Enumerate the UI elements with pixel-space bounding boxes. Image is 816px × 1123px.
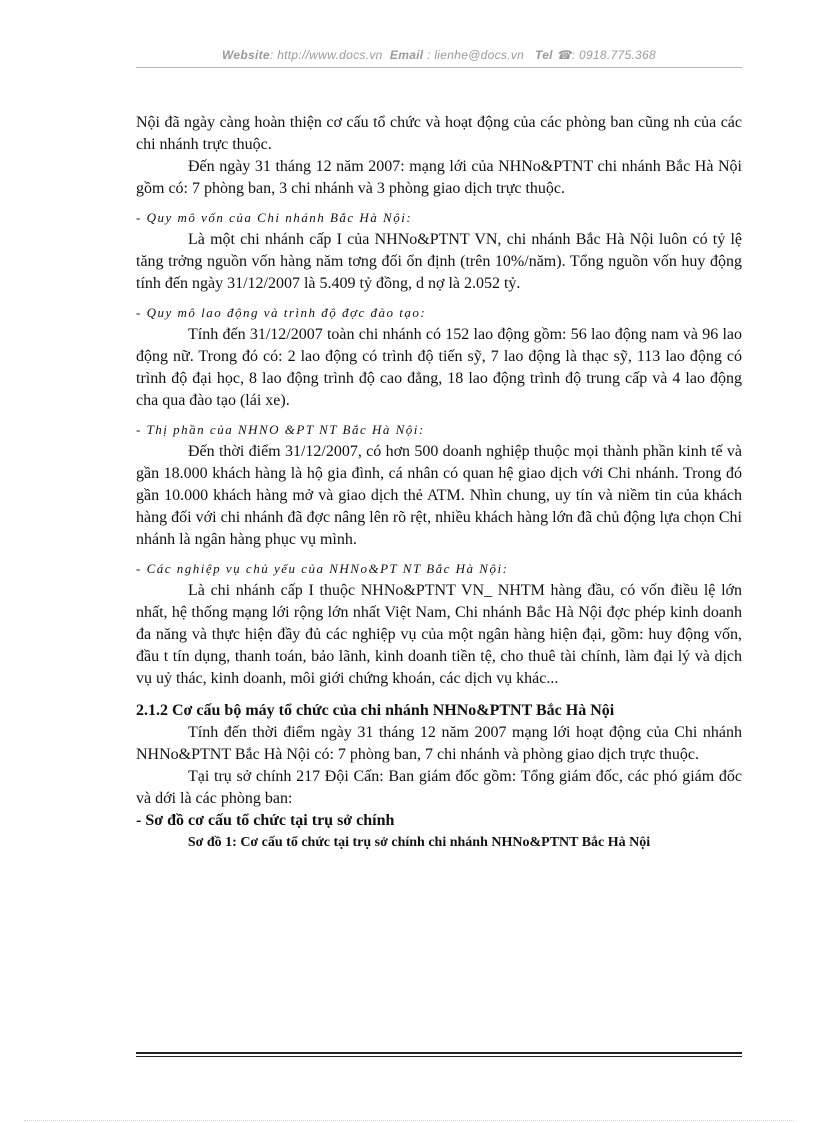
website-url[interactable]: http://www.docs.vn [277,48,383,62]
tel-label: Tel [535,48,553,62]
website-label: Website [222,48,270,62]
paragraph-labor: Tính đến 31/12/2007 toàn chi nhánh có 152 lao động gồm: 56 lao động nam và 96 lao động nữ. Trong đó có: 2 lao động có trình độ tiến sỹ, 7 lao động là thạc sỹ, 113 lao động có trình độ đại học, 8 lao động trình độ cao đẳng, 18 lao động trình độ trung cấp và 4 lao động cha qua đào tạo (lái xe). [136,326,742,409]
paragraph-capital: Là một chi nhánh cấp I của NHNo&PTNT VN, chi nhánh Bắc Hà Nội luôn có tỷ lệ tăng trởng nguồn vốn hàng năm tơng đối ổn định (trên 10%/năm). Tổng nguồn vốn huy động tính đến ngày 31/12/2007 là 5.409 tỷ đồng, d nợ là 2.052 tỷ. [136,231,742,292]
tel-value: : 0918.775.368 [571,48,656,62]
subheading-capital: - Quy mô vốn của Chi nhánh Bắc Hà Nội: [136,210,413,225]
document-body [136,112,742,854]
footer-divider-thin [136,1056,742,1057]
email-label: Email [389,48,424,62]
paragraph-structure: Tính đến thời điểm ngày 31 tháng 12 năm 2007 mạng lới hoạt động của Chi nhánh NHNo&PTNT Bắc Hà Nội có: 7 phòng ban, 7 chi nhánh và phòng giao dịch trực thuộc. [136,724,742,763]
footer-divider-thick [136,1052,742,1054]
subheading-labor: - Quy mô lao động và trình độ đợc đào tạo: [136,305,427,320]
subheading-market-share: - Thị phần của NHNO &PT NT Bắc Hà Nội: [136,422,425,437]
website-sep: : [269,48,278,62]
paragraph-network: Đến ngày 31 tháng 12 năm 2007: mạng lới của NHNo&PTNT chi nhánh Bắc Hà Nội gồm có: 7 phòng ban, 3 chi nhánh và 3 phòng giao dịch trực thuộc. [136,158,742,197]
paragraph-headquarters: Tại trụ sở chính 217 Đội Cấn: Ban giám đốc gồm: Tổng giám đốc, các phó giám đốc và dới là các phòng ban: [136,768,742,807]
phone-icon: ☎ [556,48,572,62]
email-value[interactable]: lienhe@docs.vn [434,48,525,62]
header-divider [136,67,742,68]
paragraph-operations: Là chi nhánh cấp I thuộc NHNo&PTNT VN_ NHTM hàng đầu, có vốn điều lệ lớn nhất, hệ thống mạng lới rộng lớn nhất Việt Nam, Chi nhánh Bắc Hà Nội đợc phép kinh doanh đa năng và thực hiện đầy đủ các nghiệp vụ của một ngân hàng hiện đại, gồm: huy động vốn, đầu t tín dụng, thanh toán, bảo lãnh, kinh doanh tiền tệ, cho thuê tài chính, làm đại lý và dịch vụ uỷ thác, kinh doanh, môi giới chứng khoán, các dịch vụ khác... [136,582,742,687]
email-sep: : [423,48,435,62]
paragraph-market-share: Đến thời điểm 31/12/2007, có hơn 500 doanh nghiệp thuộc mọi thành phần kinh tế và gần 18.000 khách hàng là hộ gia đình, cá nhân có quan hệ giao dịch với Chi nhánh. Trong đó gần 10.000 khách hàng mở và giao dịch thẻ ATM. Nhìn chung, uy tín và niềm tin của khách hàng đối với chi nhánh đã đợc nâng lên rõ rệt, nhiều khách hàng lớn đã chủ động lựa chọn Chi nhánh là ngân hàng phục vụ mình. [136,443,742,548]
org-chart-heading: - Sơ đồ cơ cấu tổ chức tại trụ sở chính [136,812,395,829]
section-heading-2-1-2: 2.1.2 Cơ cấu bộ máy tổ chức của chi nhánh NHNo&PTNT Bắc Hà Nội [136,702,615,719]
paragraph-intro: Nội đã ngày càng hoàn thiện cơ cấu tổ chức và hoạt động của các phòng ban cũng nh của các chi nhánh trực thuộc. [136,114,742,153]
page-edge-dots [24,1120,794,1121]
subheading-operations: - Các nghiệp vụ chủ yếu của NHNo&PT NT Bắc Hà Nội: [136,561,509,576]
page-header [136,48,742,62]
diagram-caption: Sơ đồ 1: Cơ cấu tổ chức tại trụ sở chính chi nhánh NHNo&PTNT Bắc Hà Nội [187,835,651,850]
